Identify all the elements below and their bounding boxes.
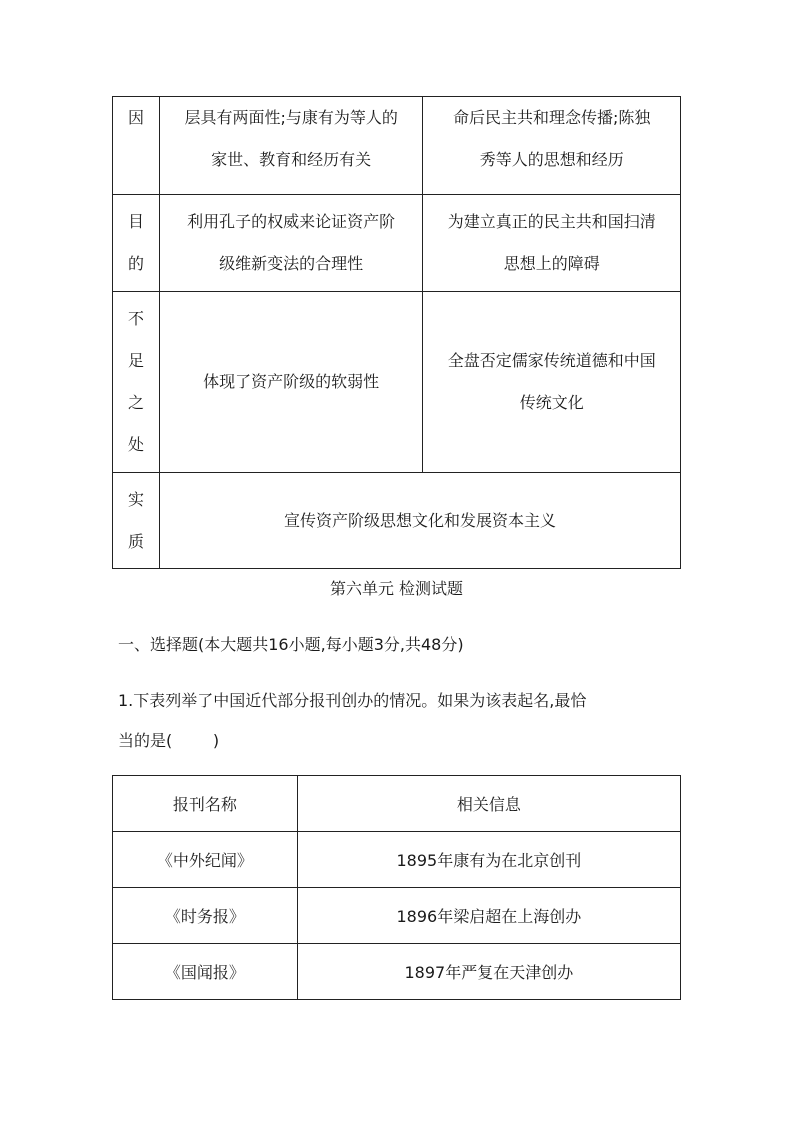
question-1-line-2: 当的是( )	[118, 731, 220, 750]
newspaper-name: 《时务报》	[113, 888, 298, 944]
row-label: 不 足 之 处	[113, 292, 160, 473]
table-row	[113, 832, 681, 888]
newspaper-info: 1895年康有为在北京创刊	[297, 832, 680, 888]
column-header: 报刊名称	[113, 776, 298, 832]
row-label: 实 质	[113, 473, 160, 569]
row-label: 目 的	[113, 195, 160, 292]
newspaper-info: 1897年严复在天津创办	[297, 944, 680, 1000]
table-cell: 为建立真正的民主共和国扫清 思想上的障碍	[423, 195, 681, 292]
table-row	[113, 97, 681, 195]
table-cell: 体现了资产阶级的软弱性	[159, 292, 423, 473]
table-cell: 命后民主共和理念传播;陈独 秀等人的思想和经历	[423, 97, 681, 195]
table-cell: 全盘否定儒家传统道德和中国 传统文化	[423, 292, 681, 473]
row-label: 因	[113, 97, 160, 195]
merged-cell: 宣传资产阶级思想文化和发展资本主义	[159, 473, 680, 569]
section-title: 第六单元 检测试题	[329, 579, 464, 598]
table-cell: 利用孔子的权威来论证资产阶 级维新变法的合理性	[159, 195, 423, 292]
table-header-row	[113, 776, 681, 832]
newspaper-info: 1896年梁启超在上海创办	[297, 888, 680, 944]
question-1-line-1: 1.下表列举了中国近代部分报刊创办的情况。如果为该表起名,最恰	[118, 691, 587, 710]
table-row	[113, 473, 681, 569]
newspaper-name: 《国闻报》	[113, 944, 298, 1000]
table-row	[113, 195, 681, 292]
column-header: 相关信息	[297, 776, 680, 832]
table-row	[113, 888, 681, 944]
newspaper-table	[112, 775, 681, 1000]
table-cell: 层具有两面性;与康有为等人的 家世、教育和经历有关	[159, 97, 423, 195]
comparison-table	[112, 96, 681, 569]
table-row	[113, 944, 681, 1000]
part-heading: 一、选择题(本大题共16小题,每小题3分,共48分)	[118, 635, 464, 654]
table-row	[113, 292, 681, 473]
newspaper-name: 《中外纪闻》	[113, 832, 298, 888]
